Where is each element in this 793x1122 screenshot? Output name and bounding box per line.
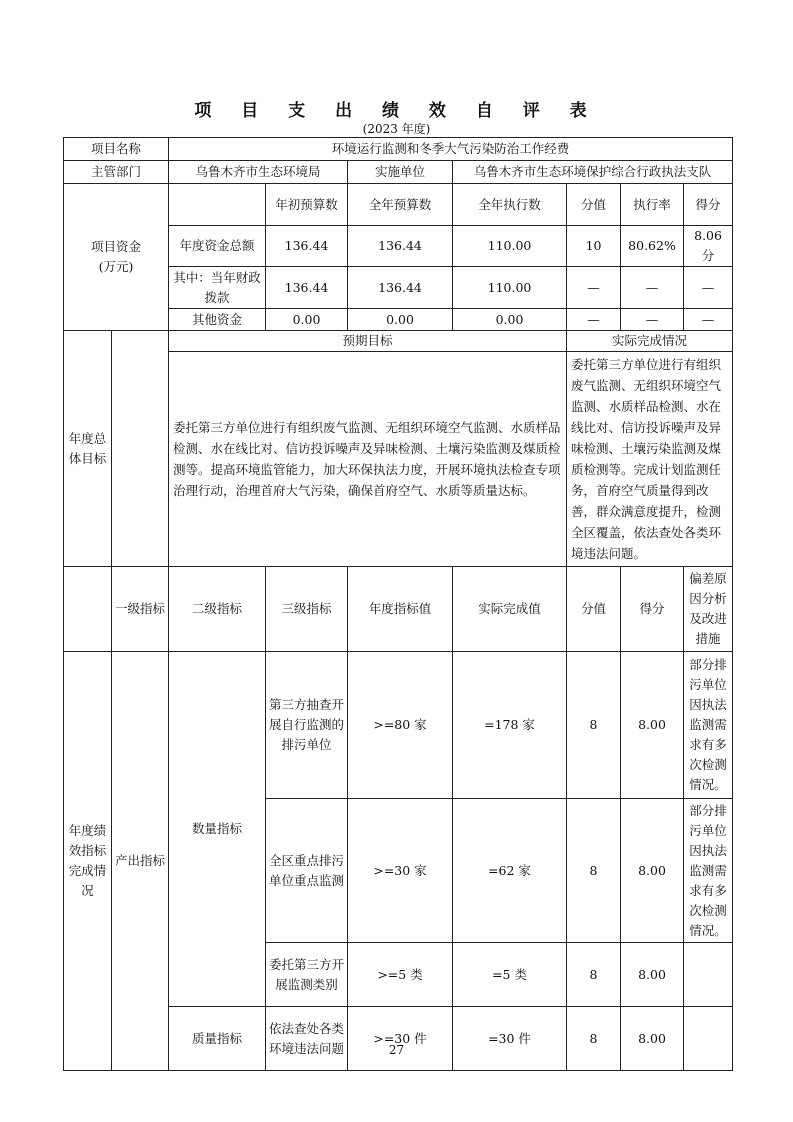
- funds-cell: 10: [567, 226, 621, 267]
- indicator-header-cell: 二级指标: [169, 567, 266, 652]
- level3-indicator: 第三方抽查开展自行监测的排污单位: [266, 652, 348, 799]
- target-value: >=80 家: [348, 652, 453, 799]
- funds-cell: —: [621, 309, 684, 331]
- deviation-note: [684, 943, 733, 1007]
- funds-cell: 110.00: [453, 226, 567, 267]
- funds-header-cell: 分值: [567, 184, 621, 226]
- indicator-row: [64, 652, 733, 799]
- actual-value: =62 家: [453, 799, 567, 943]
- indicator-header-cell: 三级指标: [266, 567, 348, 652]
- target-value: >=30 件: [348, 1007, 453, 1071]
- funds-header-cell: 年初预算数: [266, 184, 348, 226]
- funds-section-label-line2: (万元): [98, 259, 134, 274]
- funds-cell: 136.44: [266, 267, 348, 309]
- indicators-header-row: [64, 567, 733, 652]
- expected-goal-header: 预期目标: [169, 331, 567, 352]
- funds-header-row: [64, 184, 733, 226]
- funds-header-cell: 执行率: [621, 184, 684, 226]
- actual-goal-text: 委托第三方单位进行有组织废气监测、无组织环境空气监测、水质样品检测、水在线比对、信访投诉噪声及异味检测、土壤污染监测及煤质检测等。完成计划监测任务，首府空气质量得到改善，群众满意度提升，检测全区覆盖，依法查处各类环境违法问题。: [567, 352, 733, 567]
- funds-cell: —: [684, 309, 733, 331]
- target-value: >=5 类: [348, 943, 453, 1007]
- funds-cell: 110.00: [453, 267, 567, 309]
- department-row: [64, 161, 733, 184]
- expected-goal-text: 委托第三方单位进行有组织废气监测、无组织环境空气监测、水质样品检测、水在线比对、信访投诉噪声及异味检测、土壤污染监测及煤质检测等。提高环境监管能力，加大环保执法力度，开展环境执法检查专项治理行动，治理首府大气污染，确保首府空气、水质等质量达标。: [169, 352, 567, 567]
- funds-section-label: [64, 184, 169, 331]
- deviation-note: 部分排污单位因执法监测需求有多次检测情况。: [684, 652, 733, 799]
- funds-header-cell: 得分: [684, 184, 733, 226]
- funds-cell: 136.44: [266, 226, 348, 267]
- goals-spacer: [112, 331, 169, 567]
- actual-goal-header: 实际完成情况: [567, 331, 733, 352]
- funds-row-label: 其中：当年财政拨款: [169, 267, 266, 309]
- impl-label: 实施单位: [348, 161, 453, 184]
- indicator-header-cell: 得分: [621, 567, 684, 652]
- indicators-section-label: 年度绩效指标完成情况: [64, 652, 112, 1071]
- funds-cell: —: [567, 267, 621, 309]
- impl-value: 乌鲁木齐市生态环境保护综合行政执法支队: [453, 161, 733, 184]
- indicators-header-blank: [64, 567, 112, 652]
- indicator-header-cell: 分值: [567, 567, 621, 652]
- level3-indicator: 全区重点排污单位重点监测: [266, 799, 348, 943]
- indicator-header-cell: 年度指标值: [348, 567, 453, 652]
- dept-value: 乌鲁木齐市生态环境局: [169, 161, 348, 184]
- target-value: >=30 家: [348, 799, 453, 943]
- indicator-header-cell: 实际完成值: [453, 567, 567, 652]
- funds-cell: 80.62%: [621, 226, 684, 267]
- score-value: 8: [567, 799, 621, 943]
- funds-cell: 136.44: [348, 267, 453, 309]
- funds-header-cell: 全年预算数: [348, 184, 453, 226]
- self-evaluation-table: [63, 137, 733, 1071]
- indicator-header-cell: 偏差原因分析及改进措施: [684, 567, 733, 652]
- actual-value: =178 家: [453, 652, 567, 799]
- score-value: 8: [567, 652, 621, 799]
- actual-value: =30 件: [453, 1007, 567, 1071]
- actual-value: =5 类: [453, 943, 567, 1007]
- dept-label: 主管部门: [64, 161, 169, 184]
- funds-header-cell: 全年执行数: [453, 184, 567, 226]
- goals-section-label: 年度总体目标: [64, 331, 112, 567]
- page-number: 27: [388, 1043, 405, 1057]
- deviation-note: 部分排污单位因执法监测需求有多次检测情况。: [684, 799, 733, 943]
- funds-row-label: 年度资金总额: [169, 226, 266, 267]
- level3-indicator: 依法查处各类环境违法问题: [266, 1007, 348, 1071]
- level1-indicator: 产出指标: [112, 652, 169, 1071]
- level3-indicator: 委托第三方开展监测类别: [266, 943, 348, 1007]
- document-title: 项 目 支 出 绩 效 自 评 表: [194, 101, 599, 121]
- project-name-value: 环境运行监测和冬季大气污染防治工作经费: [169, 138, 733, 161]
- indicator-header-cell: 一级指标: [112, 567, 169, 652]
- funds-cell: —: [621, 267, 684, 309]
- got-value: 8.00: [621, 652, 684, 799]
- funds-cell: 0.00: [266, 309, 348, 331]
- funds-cell: 136.44: [348, 226, 453, 267]
- goals-header-row: [64, 331, 733, 352]
- funds-cell: —: [684, 267, 733, 309]
- project-name-row: [64, 138, 733, 161]
- document-year: (2023 年度): [362, 122, 431, 136]
- score-value: 8: [567, 1007, 621, 1071]
- got-value: 8.00: [621, 943, 684, 1007]
- funds-row-label: 其他资金: [169, 309, 266, 331]
- level2-indicator: 数量指标: [169, 652, 266, 1007]
- got-value: 8.00: [621, 799, 684, 943]
- project-name-label: 项目名称: [64, 138, 169, 161]
- funds-cell: 0.00: [453, 309, 567, 331]
- level2-indicator: 质量指标: [169, 1007, 266, 1071]
- got-value: 8.00: [621, 1007, 684, 1071]
- funds-cell: 0.00: [348, 309, 453, 331]
- deviation-note: [684, 1007, 733, 1071]
- score-value: 8: [567, 943, 621, 1007]
- funds-cell: 8.06 分: [684, 226, 733, 267]
- funds-cell: —: [567, 309, 621, 331]
- funds-section-label-line1: 项目资金: [91, 239, 142, 254]
- funds-header-blank: [169, 184, 266, 226]
